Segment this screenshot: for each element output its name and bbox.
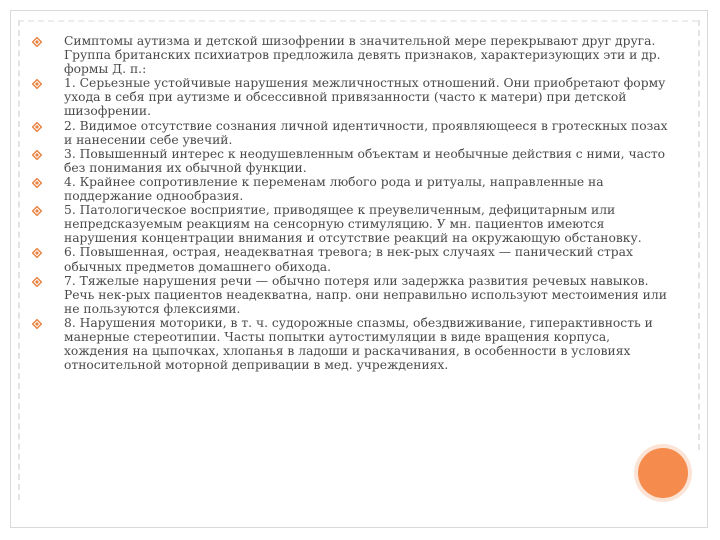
hollow-diamond-bullet-icon [32, 248, 42, 258]
list-item [30, 175, 670, 203]
list-item-text: 8. Нарушения моторики, в т. ч. судорожные спазмы, обездвиживание, гиперактивность и манерные стереотипии. Часты попытки аутостимуляции в виде вращения корпуса, хождения на цыпочках, хлопанья в ладоши и раскачивания, в особенности в условиях относительной моторной депривации в мед. учреждениях. [64, 315, 653, 373]
list-item [30, 316, 670, 372]
list-item-text: 5. Патологическое восприятие, приводящее к преувеличенным, дефицитарным или непредсказуемым реакциям на сенсорную стимуляцию. У мн. пациентов имеются нарушения концентрации внимания и отсутствие реакций на окружающую обстановку. [64, 203, 642, 246]
hollow-diamond-bullet-icon [32, 206, 42, 216]
decorative-orange-circle [638, 448, 688, 498]
list-item-text: 6. Повышенная, острая, неадекватная тревога; в нек-рых случаях — панический страх обычных предметов домашнего обихода. [64, 245, 633, 274]
decorative-dashed-line-top [18, 20, 698, 22]
list-item [30, 203, 670, 245]
decorative-dashed-line-left [18, 20, 20, 500]
list-item [30, 119, 670, 147]
hollow-diamond-bullet-icon [32, 37, 42, 47]
hollow-diamond-bullet-icon [32, 277, 42, 287]
list-item [30, 34, 670, 76]
hollow-diamond-bullet-icon [32, 319, 42, 329]
list-item-text: 4. Крайнее сопротивление к переменам любого рода и ритуалы, направленные на поддержание однообразия. [64, 174, 604, 204]
list-item-text: 7. Тяжелые нарушения речи — обычно потеря или задержка развития речевых навыков. Речь нек-рых пациентов неадекватна, напр. они неправильно используют местоимения или не пользуются флексиями. [64, 273, 667, 316]
decorative-dashed-line-right [698, 20, 700, 450]
list-item-text: 2. Видимое отсутствие сознания личной идентичности, проявляющееся в гротескных позах и нанесении себе увечий. [64, 118, 668, 147]
list-item-text: Симптомы аутизма и детской шизофрении в значительной мере перекрывают друг друга. Группа британских психиатров предложила девять признаков, характеризующих эти и др. формы Д. п.: [64, 34, 661, 77]
list-item [30, 147, 670, 175]
bullet-list [30, 34, 670, 372]
hollow-diamond-bullet-icon [32, 122, 42, 132]
list-item [30, 76, 670, 118]
list-item-text: 1. Серьезные устойчивые нарушения межличностных отношений. Они приобретают форму ухода в себя при аутизме и обсессивной привязанности (часто к матери) при детской шизофрении. [64, 76, 666, 119]
hollow-diamond-bullet-icon [32, 150, 42, 160]
hollow-diamond-bullet-icon [32, 79, 42, 89]
hollow-diamond-bullet-icon [32, 178, 42, 188]
list-item-text: 3. Повышенный интерес к неодушевленным объектам и необычные действия с ними, часто без понимания их обычной функции. [64, 146, 666, 175]
list-item [30, 274, 670, 316]
list-item [30, 245, 670, 273]
